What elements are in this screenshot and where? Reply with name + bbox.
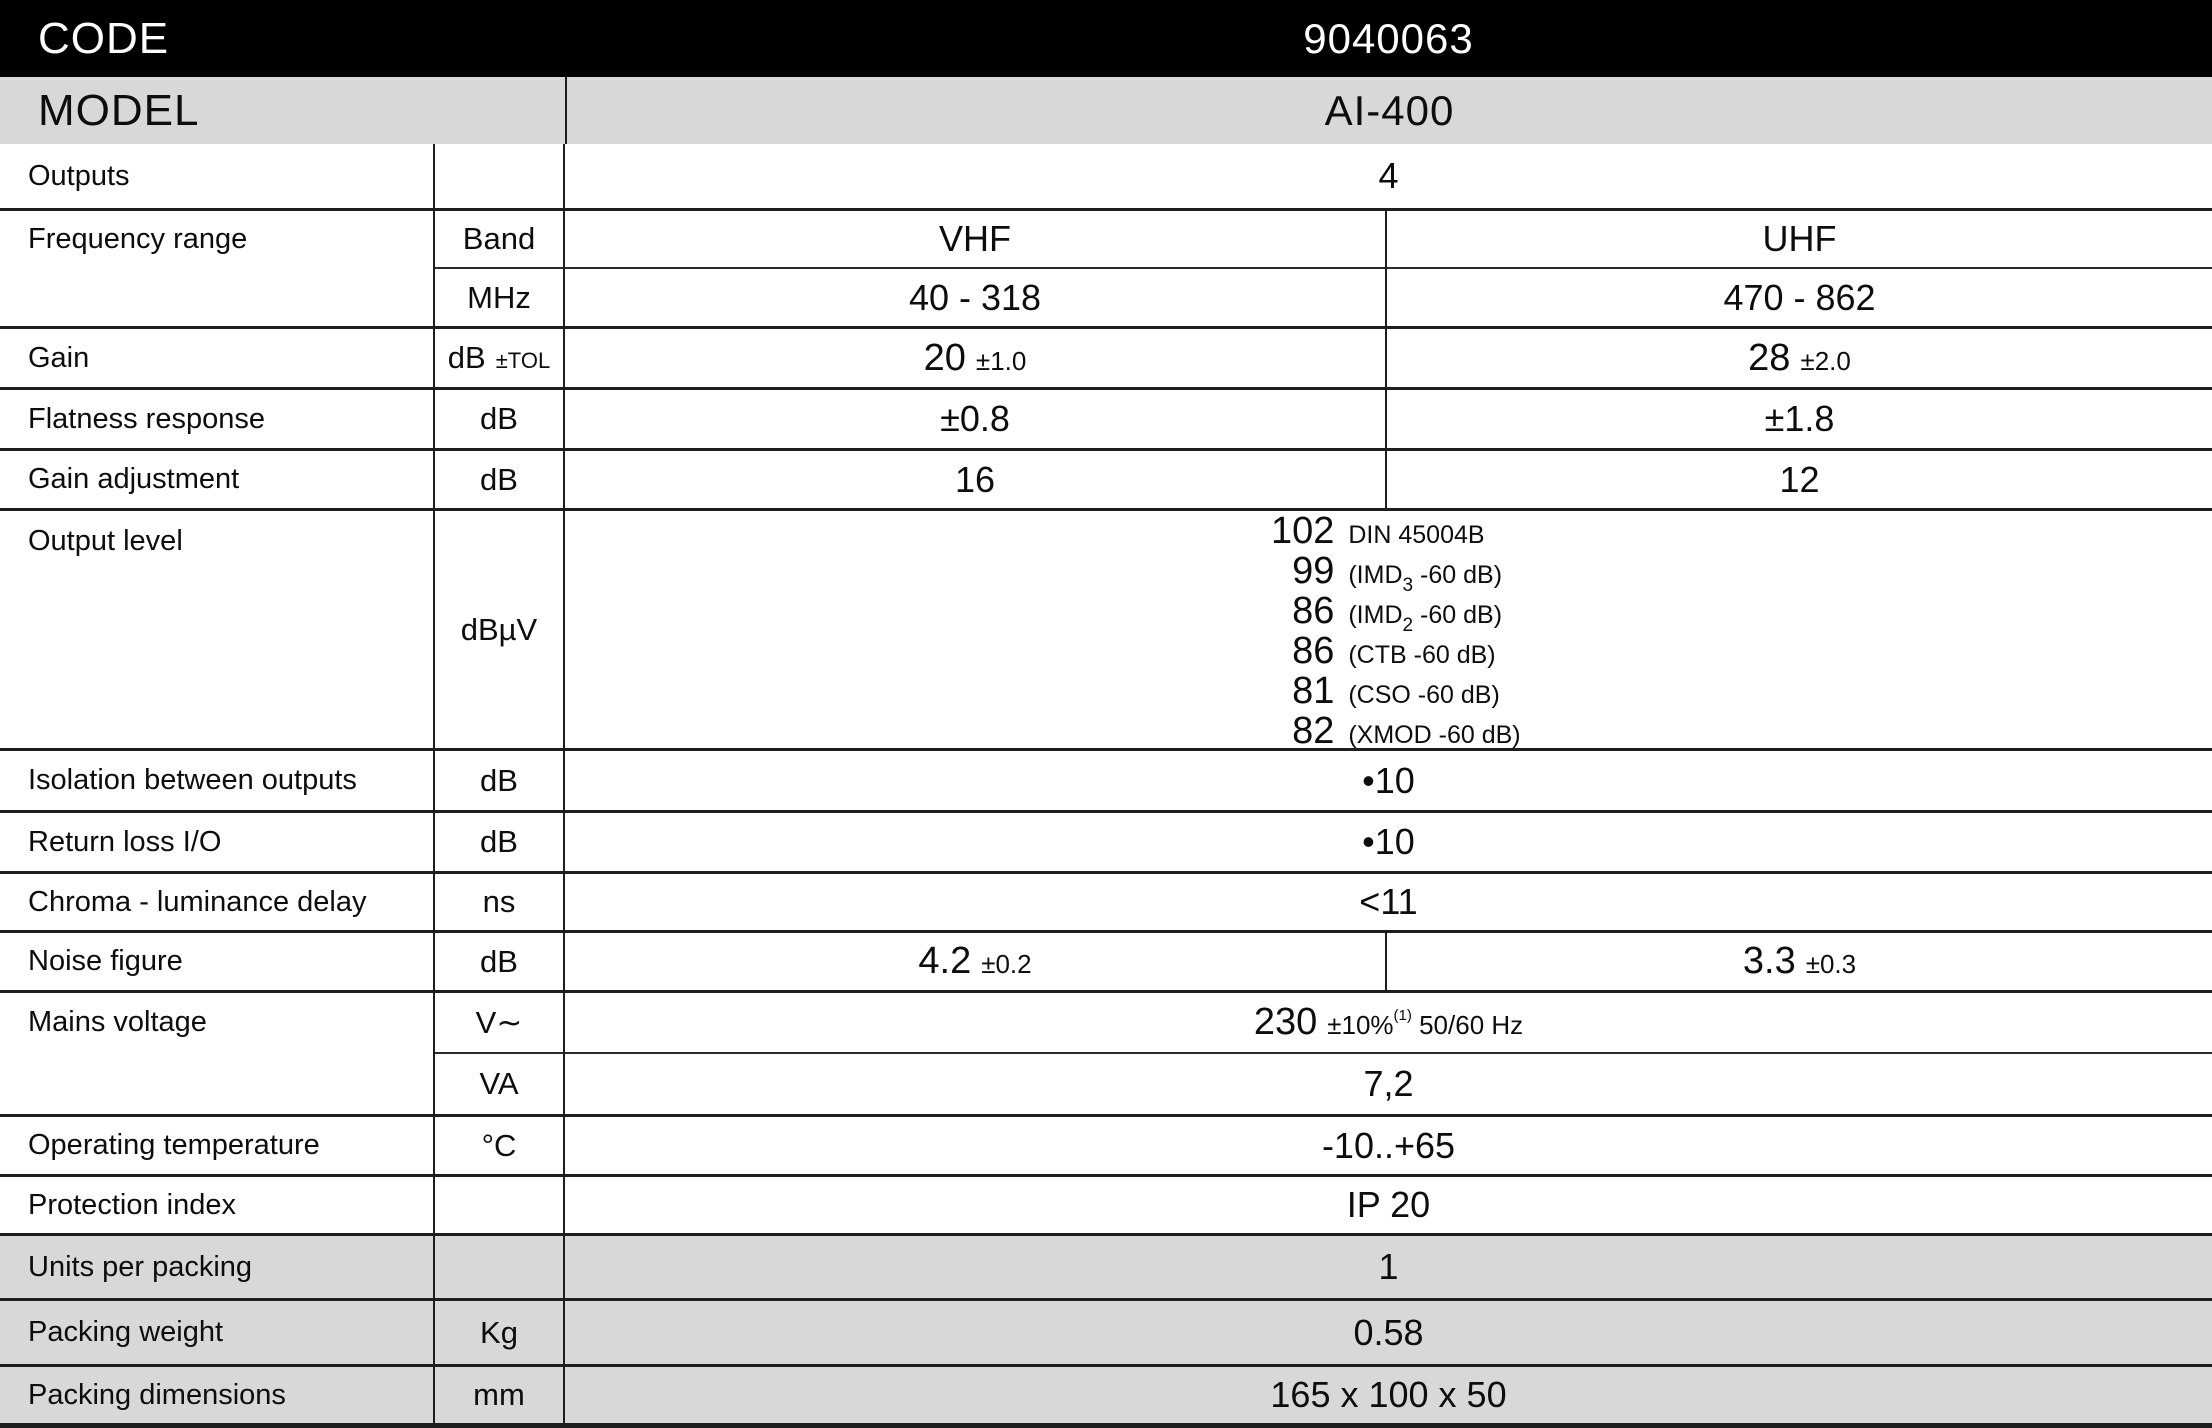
value-gain-uhf (1387, 326, 2212, 387)
value-mhz-uhf: 470 - 862 (1387, 267, 2212, 326)
output-level-3-desc (1348, 641, 1495, 670)
unit-gain-pair (448, 340, 550, 376)
output-level-line (1256, 630, 1520, 670)
row-label-chroma: Chroma - luminance delay (0, 871, 435, 930)
row-label-noise-figure: Noise figure (0, 930, 435, 990)
value-gain-adjustment-vhf: 16 (565, 448, 1387, 508)
mains-voltage-value: 230 (1253, 1001, 1318, 1043)
unit-protection-index (435, 1174, 565, 1233)
code-row (0, 0, 2212, 77)
output-level-4-desc (1348, 681, 1499, 710)
unit-mhz: MHz (435, 267, 565, 326)
row-label-packing-weight: Packing weight (0, 1298, 435, 1364)
output-level-5-desc (1348, 721, 1520, 750)
gain-vhf-value: 20 (923, 336, 966, 379)
mains-voltage-detail (1327, 1007, 1524, 1041)
value-return-loss: •10 (565, 810, 2212, 871)
output-level-5-pre: (XMOD -60 dB) (1348, 720, 1521, 749)
output-level-1-desc (1348, 560, 1503, 596)
unit-chroma: ns (435, 871, 565, 930)
row-label-packing-dimensions: Packing dimensions (0, 1364, 435, 1423)
output-level-2-post: -60 dB) (1413, 600, 1503, 629)
unit-gain (435, 326, 565, 387)
value-noise-figure-vhf (565, 930, 1387, 990)
unit-packing-weight: Kg (435, 1298, 565, 1364)
value-noise-figure-uhf (1387, 930, 2212, 990)
value-band-uhf: UHF (1387, 208, 2212, 267)
model-label: MODEL (38, 85, 200, 135)
output-level-4-pre: (CSO -60 dB) (1348, 680, 1500, 709)
value-chroma: <11 (565, 871, 2212, 930)
value-mains-va: 7,2 (565, 1052, 2212, 1114)
row-label-mains-voltage: Mains voltage (0, 990, 435, 1114)
output-level-line (1256, 710, 1520, 750)
value-operating-temperature: -10..+65 (565, 1114, 2212, 1174)
unit-flatness: dB (435, 387, 565, 448)
unit-mains-v: V∼ (435, 990, 565, 1052)
output-level-line (1256, 510, 1520, 550)
unit-band: Band (435, 208, 565, 267)
value-mains-v (565, 990, 2212, 1052)
output-level-4-value: 81 (1292, 669, 1335, 712)
model-value: AI-400 (1324, 86, 1455, 134)
unit-isolation: dB (435, 748, 565, 810)
mains-voltage-frequency: 50/60 Hz (1411, 1010, 1524, 1040)
value-mhz-vhf: 40 - 318 (565, 267, 1387, 326)
value-packing-weight: 0.58 (565, 1298, 2212, 1364)
unit-output-level: dBµV (435, 508, 565, 748)
output-level-0-pre: DIN 45004B (1348, 520, 1485, 549)
noise-vhf-value: 4.2 (918, 940, 972, 982)
model-value-cell (565, 77, 2212, 144)
model-row (0, 77, 2212, 144)
output-level-line (1256, 670, 1520, 710)
output-level-0-desc (1348, 521, 1484, 550)
unit-units-per-packing (435, 1233, 565, 1298)
unit-gain-adjustment: dB (435, 448, 565, 508)
value-gain-adjustment-uhf: 12 (1387, 448, 2212, 508)
gain-vhf-tolerance: ±1.0 (975, 345, 1027, 376)
output-level-line (1256, 549, 1520, 596)
output-level-5-value: 82 (1292, 709, 1335, 752)
row-label-outputs: Outputs (0, 144, 435, 208)
row-label-gain: Gain (0, 326, 435, 387)
gain-uhf-value: 28 (1748, 336, 1791, 379)
output-level-1-post: -60 dB) (1413, 560, 1503, 589)
unit-gain-tol: ±TOL (495, 348, 551, 373)
value-flatness-uhf: ±1.8 (1387, 387, 2212, 448)
output-level-2-sub: 2 (1402, 614, 1414, 636)
mains-voltage-tolerance: ±10% (1327, 1010, 1394, 1040)
value-isolation: •10 (565, 748, 2212, 810)
row-label-units-per-packing: Units per packing (0, 1233, 435, 1298)
row-label-output-level: Output level (0, 508, 435, 748)
value-gain-vhf (565, 326, 1387, 387)
output-level-3-pre: (CTB -60 dB) (1348, 640, 1496, 669)
row-label-return-loss: Return loss I/O (0, 810, 435, 871)
value-packing-dimensions: 165 x 100 x 50 (565, 1364, 2212, 1423)
noise-uhf-tolerance: ±0.3 (1805, 949, 1857, 979)
spec-grid (0, 144, 2212, 1423)
code-value: 9040063 (1303, 14, 1474, 62)
output-level-list (1256, 510, 1520, 750)
mains-voltage-footnote: (1) (1393, 1007, 1412, 1024)
value-units-per-packing: 1 (565, 1233, 2212, 1298)
unit-operating-temperature: °C (435, 1114, 565, 1174)
output-level-2-value: 86 (1292, 589, 1335, 632)
gain-uhf-tolerance: ±2.0 (1800, 345, 1851, 376)
row-label-isolation: Isolation between outputs (0, 748, 435, 810)
value-band-vhf: VHF (565, 208, 1387, 267)
unit-outputs (435, 144, 565, 208)
noise-vhf-tolerance: ±0.2 (981, 949, 1032, 979)
noise-uhf-value: 3.3 (1742, 940, 1796, 982)
unit-noise-figure: dB (435, 930, 565, 990)
code-label: CODE (38, 13, 170, 63)
output-level-2-pre: (IMD (1348, 600, 1403, 629)
output-level-1-value: 99 (1292, 549, 1335, 592)
unit-packing-dimensions: mm (435, 1364, 565, 1423)
value-protection-index: IP 20 (565, 1174, 2212, 1233)
unit-return-loss: dB (435, 810, 565, 871)
row-label-frequency-range: Frequency range (0, 208, 435, 326)
row-label-protection-index: Protection index (0, 1174, 435, 1233)
row-label-operating-temperature: Operating temperature (0, 1114, 435, 1174)
output-level-line (1256, 589, 1520, 636)
row-label-flatness: Flatness response (0, 387, 435, 448)
value-output-level (565, 508, 2212, 752)
output-level-1-sub: 3 (1402, 574, 1414, 596)
unit-mains-va: VA (435, 1052, 565, 1114)
value-outputs: 4 (1378, 155, 1399, 196)
unit-gain-main: dB (447, 340, 486, 375)
output-level-3-value: 86 (1292, 629, 1335, 672)
row-label-gain-adjustment: Gain adjustment (0, 448, 435, 508)
value-flatness-vhf: ±0.8 (565, 387, 1387, 448)
output-level-2-desc (1348, 600, 1503, 636)
output-level-1-pre: (IMD (1348, 560, 1403, 589)
output-level-0-value: 102 (1270, 509, 1335, 552)
